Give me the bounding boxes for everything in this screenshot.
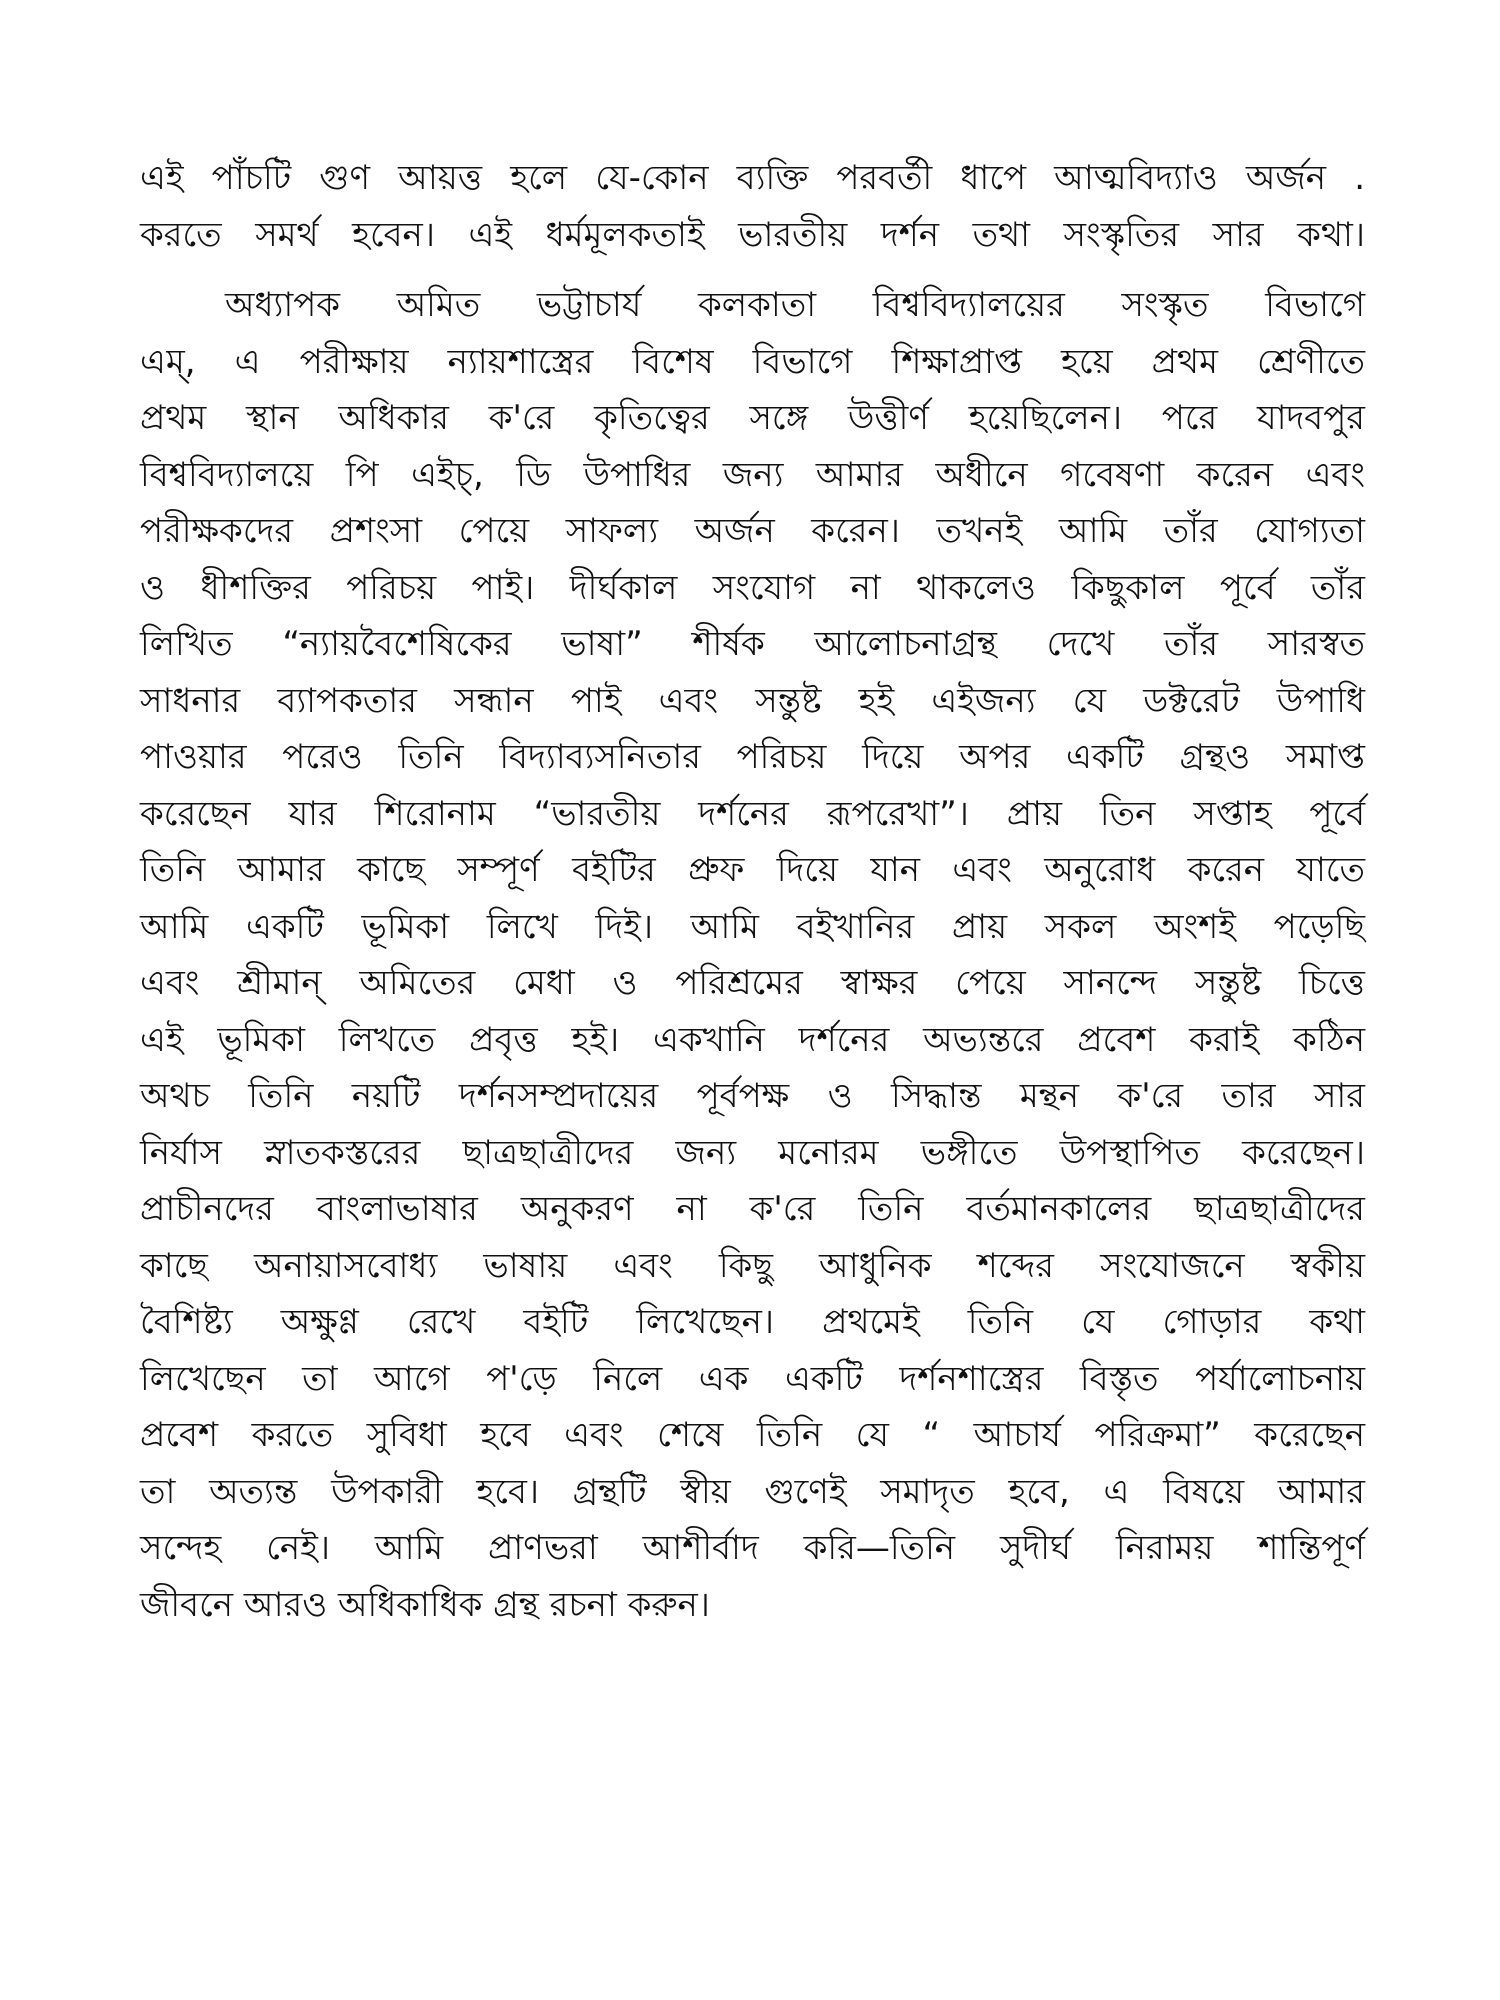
- text-line: তা অত্যন্ত উপকারী হবে। গ্রন্থটি স্বীয় গুণেই সমাদৃত হবে, এ বিষয়ে আমার: [140, 1471, 1365, 1512]
- text-line: এই ভূমিকা লিখতে প্রবৃত্ত হই। একখানি দর্শনের অভ্যন্তরে প্রবেশ করাই কঠিন: [140, 1019, 1365, 1060]
- text-line: সন্দেহ নেই। আমি প্রাণভরা আশীর্বাদ করি—তিনি সুদীর্ঘ নিরাময় শান্তিপূর্ণ: [140, 1528, 1365, 1568]
- page-body: [140, 150, 1365, 1633]
- text-line: লিখেছেন তা আগে প'ড়ে নিলে এক একটি দর্শনশাস্ত্রের বিস্তৃত পর্যালোচনায়: [140, 1358, 1365, 1399]
- text-line: পরীক্ষকদের প্রশংসা পেয়ে সাফল্য অর্জন করেন। তখনই আমি তাঁর যোগ্যতা: [140, 511, 1365, 551]
- text-line: প্রবেশ করতে সুবিধা হবে এবং শেষে তিনি যে “ আচার্য পরিক্রমা” করেছেন: [140, 1415, 1365, 1455]
- text-line: আমি একটি ভূমিকা লিখে দিই। আমি বইখানির প্রায় সকল অংশই পড়েছি: [140, 906, 1365, 947]
- text-line: বিশ্ববিদ্যালয়ে পি এইচ্, ডি উপাধির জন্য আমার অধীনে গবেষণা করেন এবং: [140, 454, 1365, 495]
- paragraph-gap: [140, 263, 1365, 277]
- text-line: প্রথম স্থান অধিকার ক'রে কৃতিত্বের সঙ্গে উত্তীর্ণ হয়েছিলেন। পরে যাদবপুর: [140, 398, 1365, 438]
- text-line: পাওয়ার পরেও তিনি বিদ্যাব্যসনিতার পরিচয় দিয়ে অপর একটি গ্রন্থও সমাপ্ত: [140, 737, 1365, 777]
- text-line: এম্, এ পরীক্ষায় ন্যায়শাস্ত্রের বিশেষ বিভাগে শিক্ষাপ্রাপ্ত হয়ে প্রথম শ্রেণীতে: [140, 341, 1365, 382]
- text-line: ও ধীশক্তির পরিচয় পাই। দীর্ঘকাল সংযোগ না থাকলেও কিছুকাল পূর্বে তাঁর: [140, 567, 1365, 608]
- text-line: করতে সমর্থ হবেন। এই ধর্মমূলকতাই ভারতীয় দর্শন তথা সংস্কৃতির সার কথা।: [140, 214, 1365, 255]
- text-line: অথচ তিনি নয়টি দর্শনসম্প্রদায়ের পূর্বপক্ষ ও সিদ্ধান্ত মন্থন ক'রে তার সার: [140, 1076, 1365, 1116]
- text-line: এই পাঁচটি গুণ আয়ত্ত হলে যে-কোন ব্যক্তি পরবর্তী ধাপে আত্মবিদ্যাও অর্জন .: [140, 158, 1365, 198]
- text-line: তিনি আমার কাছে সম্পূর্ণ বইটির প্রুফ দিয়ে যান এবং অনুরোধ করেন যাতে: [140, 850, 1365, 890]
- text-line: প্রাচীনদের বাংলাভাষার অনুকরণ না ক'রে তিনি বর্তমানকালের ছাত্রছাত্রীদের: [140, 1189, 1365, 1229]
- paragraph-2: [140, 277, 1365, 1633]
- text-line: বৈশিষ্ট্য অক্ষুণ্ণ রেখে বইটি লিখেছেন। প্রথমেই তিনি যে গোড়ার কথা: [140, 1302, 1365, 1342]
- paragraph-1: [140, 150, 1365, 263]
- text-line: সাধনার ব্যাপকতার সন্ধান পাই এবং সন্তুষ্ট হই এইজন্য যে ডক্টরেট উপাধি: [140, 680, 1365, 721]
- text-line: কাছে অনায়াসবোধ্য ভাষায় এবং কিছু আধুনিক শব্দের সংযোজনে স্বকীয়: [140, 1245, 1365, 1286]
- text-line: জীবনে আরও অধিকাধিক গ্রন্থ রচনা করুন।: [140, 1584, 710, 1625]
- text-line: অধ্যাপক অমিত ভট্টাচার্য কলকাতা বিশ্ববিদ্যালয়ের সংস্কৃত বিভাগে: [225, 285, 1365, 325]
- text-line: নির্যাস স্নাতকস্তরের ছাত্রছাত্রীদের জন্য মনোরম ভঙ্গীতে উপস্থাপিত করেছেন।: [140, 1132, 1365, 1173]
- text-line: লিখিত “ন্যায়বৈশেষিকের ভাষা” শীর্ষক আলোচনাগ্রন্থ দেখে তাঁর সারস্বত: [140, 624, 1365, 664]
- text-line: এবং শ্রীমান্ অমিতের মেধা ও পরিশ্রমের স্বাক্ষর পেয়ে সানন্দে সন্তুষ্ট চিত্তে: [140, 963, 1365, 1003]
- text-line: করেছেন যার শিরোনাম “ভারতীয় দর্শনের রূপরেখা”। প্রায় তিন সপ্তাহ পূর্বে: [140, 793, 1365, 834]
